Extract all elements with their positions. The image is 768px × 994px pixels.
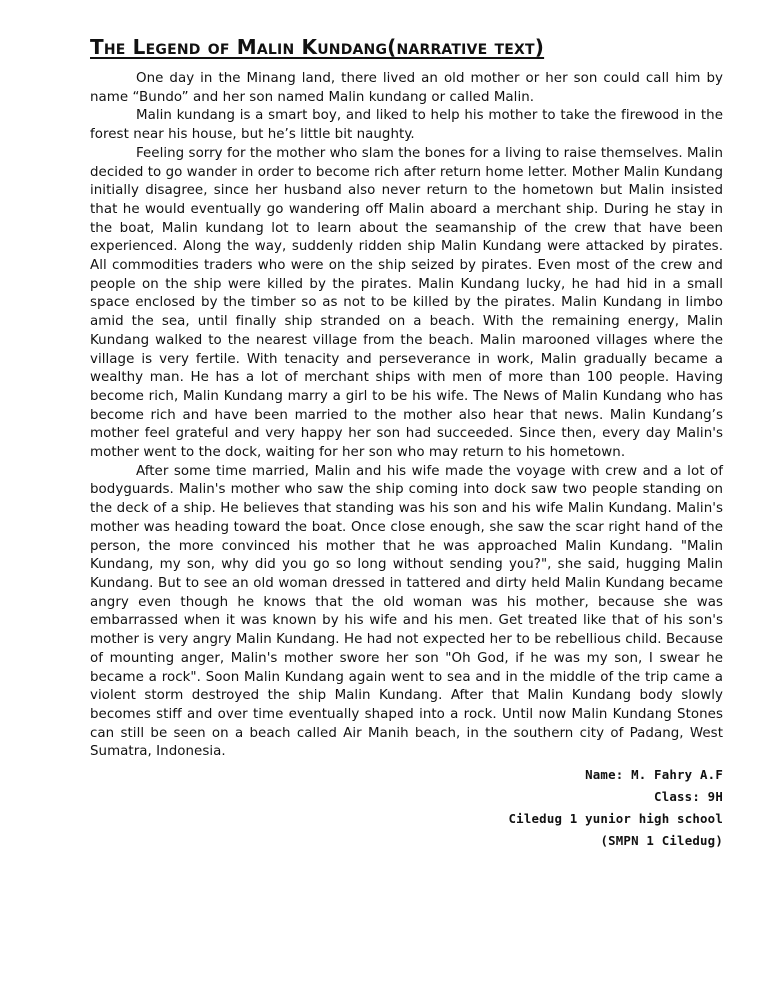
signature-school-abbr: (SMPN 1 Ciledug) — [600, 833, 723, 849]
paragraph-return: After some time married, Malin and his wife made the voyage with crew and a lot of bodyguards. Malin's mother who saw the ship coming into dock saw two people standing on the deck of a ship. He believes that standing was his son and his wife Malin Kundang. Malin's mother was heading toward the boat. Once close enough, she saw the scar right hand of the person, the more convinced his mother that he was approached Malin Kundang. "Malin Kundang, my son, why did you go so long without sending you?", she said, hugging Malin Kundang. But to see an old woman dressed in tattered and dirty held Malin Kundang became angry even though he knows that the old woman was his mother, because she was embarrassed when it was known by his wife and his men. Get treated like that of his son's mother is very angry Malin Kundang. He had not expected her to be rebellious child. Because of mounting anger, Malin's mother swore her son "Oh God, if he was my son, I swear he became a rock". Soon Malin Kundang again went to sea and in the middle of the trip came a violent storm destroyed the ship Malin Kundang. After that Malin Kundang body slowly becomes stiff and over time eventually shaped into a rock. Until now Malin Kundang Stones can still be seen on a beach called Air Manih beach, in the southern city of Padang, West Sumatra, Indonesia. — [90, 463, 723, 760]
paragraph-voyage: Feeling sorry for the mother who slam the bones for a living to raise themselves. Malin decided to go wander in order to become rich after return home letter. Mother Malin Kundang initially disagree, since her husband also never return to the hometown but Malin insisted that he would eventually go wandering off Malin aboard a merchant ship. During he stay in the boat, Malin kundang lot to learn about the seamanship of the crew that have been experienced. Along the way, suddenly ridden ship Malin Kundang were attacked by pirates. All commodities traders who were on the ship seized by pirates. Even most of the crew and people on the ship were killed by the pirates. Malin Kundang lucky, he had hid in a small space enclosed by the timber so as not to be killed by the pirates. Malin Kundang in limbo amid the sea, until finally ship stranded on a beach. With the remaining energy, Malin Kundang walked to the nearest village from the beach. Malin marooned villages where the village is very fertile. With tenacity and perseverance in work, Malin gradually became a wealthy man. He has a lot of merchant ships with men of more than 100 people. Having become rich, Malin Kundang marry a girl to be his wife. The News of Malin Kundang who has become rich and have been married to the mother also hear that news. Malin Kundang’s mother feel grateful and very happy her son had succeeded. Since then, every day Malin's mother went to the dock, waiting for her son who may return to his hometown. — [90, 145, 723, 461]
document-title: The Legend of Malin Kundang(narrative text) — [90, 35, 545, 59]
paragraph-malin-boy: Malin kundang is a smart boy, and liked to help his mother to take the firewood in the forest near his house, but he’s little bit naughty. — [90, 108, 723, 143]
paragraph-intro: One day in the Minang land, there lived an old mother or her son could call him by name “Bundo” and her son named Malin kundang or called Malin. — [90, 71, 723, 105]
signature-class: Class: 9H — [654, 789, 723, 805]
document-page — [90, 34, 723, 852]
signature-name: Name: M. Fahry A.F — [585, 767, 723, 783]
signature-block — [90, 764, 723, 852]
signature-school: Ciledug 1 yunior high school — [508, 811, 723, 827]
